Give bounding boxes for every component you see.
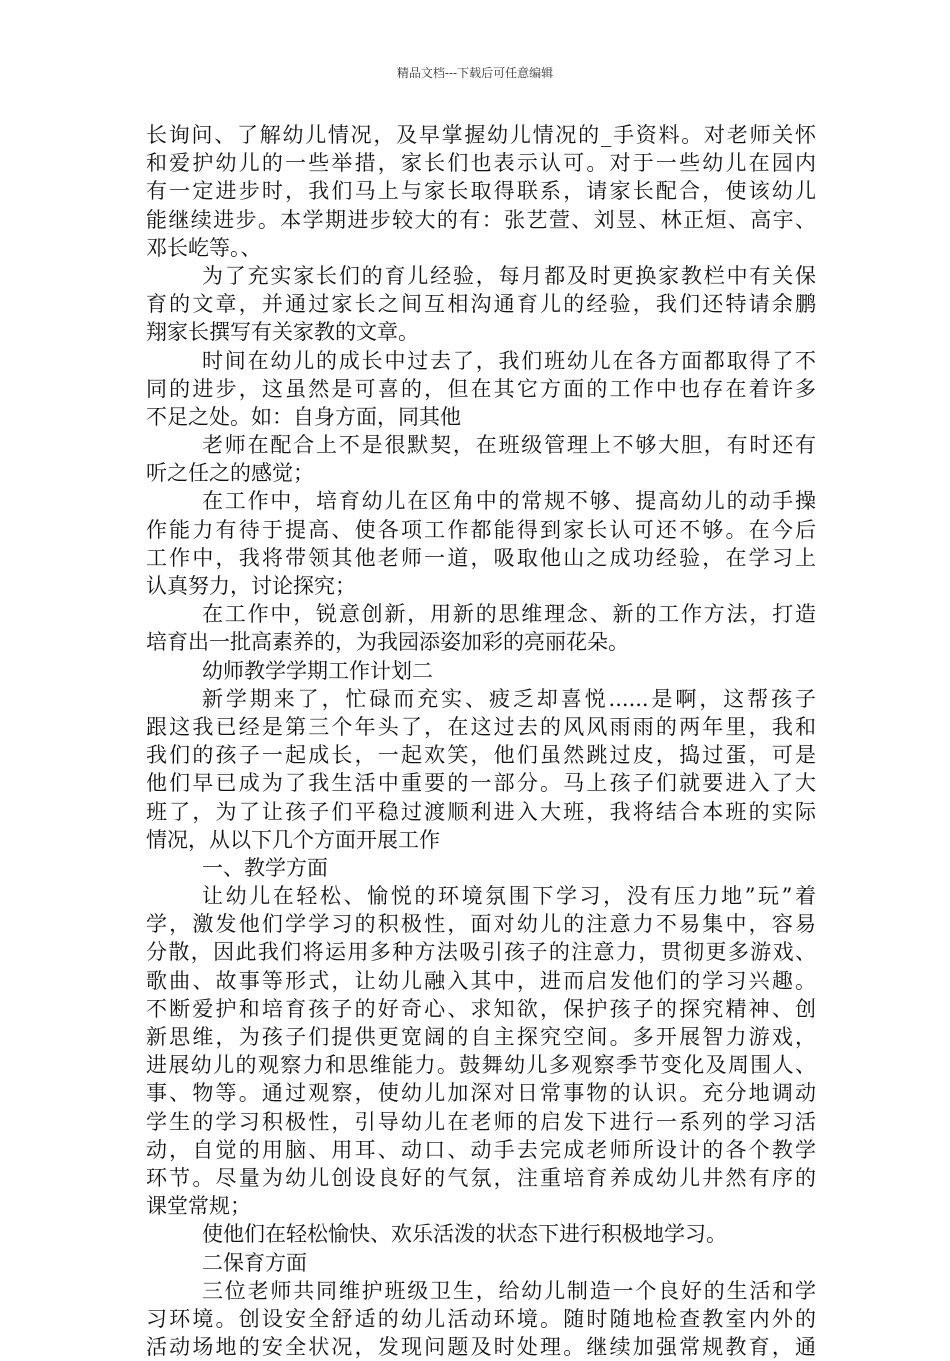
text-line: 翔家长撰写有关家教的文章。 bbox=[146, 320, 419, 345]
text-line: 作能力有待于提高、使各项工作都能得到家长认可还不够。在今后 bbox=[146, 517, 816, 542]
text-line: 培育出一批高素养的，为我园添姿加彩的亮丽花朵。 bbox=[146, 630, 629, 655]
text-line: 活动场地的安全状况，发现问题及时处理。继续加强常规教育，通 bbox=[146, 1335, 816, 1360]
text-line: 新学期来了，忙碌而充实、疲乏却喜悦......是啊，这帮孩子 bbox=[202, 686, 816, 711]
text-line: 学生的学习积极性，引导幼儿在老师的启发下进行一系列的学习活 bbox=[146, 1109, 816, 1134]
text-line: 育的文章，并通过家长之间互相沟通育儿的经验，我们还特请余鹏 bbox=[146, 292, 816, 317]
text-line: 同的进步，这虽然是可喜的，但在其它方面的工作中也存在着许多 bbox=[146, 376, 816, 401]
text-line: 环节。尽量为幼儿创设良好的气氛，注重培育养成幼儿井然有序的 bbox=[146, 1165, 816, 1190]
text-line: 有一定进步时，我们马上与家长取得联系，请家长配合，使该幼儿 bbox=[146, 179, 816, 204]
text-line: 一、教学方面 bbox=[202, 855, 328, 880]
text-line: 认真努力，讨论探究； bbox=[146, 574, 356, 598]
page-header: 精品文档---下载后可任意编辑 bbox=[396, 66, 554, 80]
document-body bbox=[146, 121, 816, 1361]
text-line: 新思维，为孩子们提供更宽阔的自主探究空间。多开展智力游戏， bbox=[146, 1025, 816, 1049]
text-line: 不断爱护和培育孩子的好奇心、求知欲，保护孩子的探究精神、创 bbox=[146, 996, 816, 1021]
text-line: 他们早已成为了我生活中重要的一部分。马上孩子们就要进入了大 bbox=[146, 771, 816, 796]
text-line: 使他们在轻松愉快、欢乐活泼的状态下进行积极地学习。 bbox=[202, 1222, 727, 1247]
text-line: 邓长屹等。、 bbox=[146, 235, 262, 260]
text-line: 进展幼儿的观察力和思维能力。鼓舞幼儿多观察季节变化及周围人、 bbox=[146, 1053, 816, 1078]
text-line: 歌曲、故事等形式，让幼儿融入其中，进而启发他们的学习兴趣。 bbox=[146, 968, 816, 993]
text-line: 事、物等。通过观察，使幼儿加深对日常事物的认识。充分地调动 bbox=[146, 1081, 816, 1106]
text-line: 长询问、了解幼儿情况，及早掌握幼儿情况的_手资料。对老师关怀 bbox=[146, 123, 816, 147]
text-line: 在工作中，锐意创新，用新的思维理念、新的工作方法，打造 bbox=[202, 602, 816, 627]
text-line: 分散，因此我们将运用多种方法吸引孩子的注意力，贯彻更多游戏、 bbox=[146, 940, 816, 965]
text-line: 班了，为了让孩子们平稳过渡顺利进入大班，我将结合本班的实际 bbox=[146, 799, 816, 824]
text-line: 课堂常规； bbox=[146, 1194, 251, 1219]
text-line: 在工作中，培育幼儿在区角中的常规不够、提高幼儿的动手操 bbox=[202, 489, 816, 514]
text-line: 幼师教学学期工作计划二 bbox=[202, 658, 433, 683]
text-line: 听之任之的感觉； bbox=[146, 461, 314, 486]
text-line: 为了充实家长们的育儿经验，每月都及时更换家教栏中有关保 bbox=[202, 263, 816, 288]
text-line: 习环境。创设安全舒适的幼儿活动环境。随时随地检查教室内外的 bbox=[146, 1306, 816, 1331]
text-line: 老师在配合上不是很默契，在班级管理上不够大胆，有时还有 bbox=[202, 433, 816, 458]
text-line: 三位老师共同维护班级卫生，给幼儿制造一个良好的生活和学 bbox=[202, 1278, 816, 1303]
text-line: 让幼儿在轻松、愉悦的环境氛围下学习，没有压力地”玩”着 bbox=[202, 884, 816, 909]
text-line: 动，自觉的用脑、用耳、动口、动手去完成老师所设计的各个教学 bbox=[146, 1137, 816, 1162]
text-line: 跟这我已经是第三个年头了，在这过去的风风雨雨的两年里，我和 bbox=[146, 714, 816, 739]
text-line: 学，激发他们学学习的积极性，面对幼儿的注意力不易集中，容易 bbox=[146, 912, 816, 937]
text-line: 工作中，我将带领其他老师一道，吸取他山之成功经验，在学习上 bbox=[146, 545, 816, 570]
text-line: 我们的孩子一起成长，一起欢笑，他们虽然跳过皮，捣过蛋，可是 bbox=[146, 743, 816, 768]
text-line: 能继续进步。本学期进步较大的有：张艺萱、刘昱、林正烜、高宇、 bbox=[146, 207, 816, 232]
text-line: 时间在幼儿的成长中过去了，我们班幼儿在各方面都取得了不 bbox=[202, 348, 816, 373]
text-line: 二保育方面 bbox=[202, 1250, 307, 1275]
text-line: 不足之处。如：自身方面，同其他 bbox=[146, 404, 461, 429]
text-line: 和爱护幼儿的一些举措，家长们也表示认可。对于一些幼儿在园内 bbox=[146, 151, 816, 176]
text-line: 情况，从以下几个方面开展工作 bbox=[146, 827, 440, 852]
